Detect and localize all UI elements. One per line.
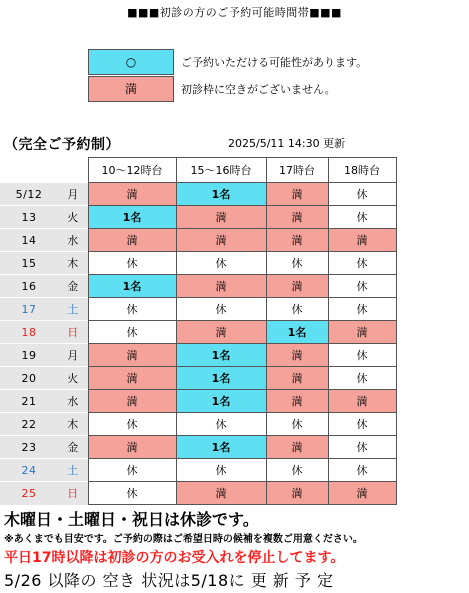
slot-cell: 満 xyxy=(266,229,328,252)
row-weekday: 土 xyxy=(58,459,88,482)
row-weekday: 金 xyxy=(58,275,88,298)
legend-available xyxy=(88,49,468,75)
warning-note: 平日17時以降は初診の方のお受入れを停止してます。 xyxy=(4,550,345,566)
slot-cell: 満 xyxy=(176,321,266,344)
slot-cell: 満 xyxy=(266,367,328,390)
slot-cell: 休 xyxy=(328,367,396,390)
slot-cell: 満 xyxy=(176,206,266,229)
row-date: 17 xyxy=(0,298,58,321)
slot-cell: 休 xyxy=(266,459,328,482)
table-row xyxy=(0,298,396,321)
page-title: ■■■初診の方のご予約可能時間帯■■■ xyxy=(127,6,342,19)
slot-cell: 1名 xyxy=(176,183,266,206)
slot-cell: 休 xyxy=(328,459,396,482)
slot-cell: 1名 xyxy=(176,344,266,367)
table-row xyxy=(0,367,396,390)
row-weekday: 月 xyxy=(58,183,88,206)
table-row xyxy=(0,482,396,505)
slot-cell: 休 xyxy=(176,459,266,482)
reservation-subtitle: （完全ご予約制） xyxy=(4,137,120,153)
slot-cell: 1名 xyxy=(176,436,266,459)
slot-cell: 休 xyxy=(328,436,396,459)
slot-cell: 休 xyxy=(328,252,396,275)
row-date: 13 xyxy=(0,206,58,229)
row-date: 22 xyxy=(0,413,58,436)
row-date: 24 xyxy=(0,459,58,482)
closed-days-note: 木曜日・土曜日・祝日は休診です。 xyxy=(4,510,259,529)
slot-cell: 満 xyxy=(266,482,328,505)
table-row xyxy=(0,413,396,436)
table-row xyxy=(0,390,396,413)
slot-cell: 満 xyxy=(88,229,176,252)
slot-cell: 満 xyxy=(328,321,396,344)
slot-cell: 満 xyxy=(88,367,176,390)
row-weekday: 日 xyxy=(58,321,88,344)
row-weekday: 金 xyxy=(58,436,88,459)
row-weekday: 火 xyxy=(58,206,88,229)
row-date: 15 xyxy=(0,252,58,275)
slot-cell: 満 xyxy=(176,275,266,298)
slot-cell: 休 xyxy=(88,321,176,344)
row-weekday: 木 xyxy=(58,252,88,275)
slot-cell: 休 xyxy=(176,413,266,436)
table-corner xyxy=(0,158,88,183)
table-row xyxy=(0,206,396,229)
row-date: 23 xyxy=(0,436,58,459)
slot-cell: 休 xyxy=(328,298,396,321)
column-header: 18時台 xyxy=(328,158,396,183)
legend-full-swatch: 満 xyxy=(88,76,174,102)
legend-available-swatch: ○ xyxy=(88,49,174,75)
row-weekday: 水 xyxy=(58,390,88,413)
slot-cell: 休 xyxy=(88,459,176,482)
table-row xyxy=(0,252,396,275)
slot-cell: 休 xyxy=(176,298,266,321)
slot-cell: 休 xyxy=(328,344,396,367)
slot-cell: 満 xyxy=(88,183,176,206)
slot-cell: 1名 xyxy=(266,321,328,344)
slot-cell: 1名 xyxy=(88,275,176,298)
slot-cell: 満 xyxy=(266,206,328,229)
row-weekday: 木 xyxy=(58,413,88,436)
slot-cell: 休 xyxy=(266,413,328,436)
table-row xyxy=(0,321,396,344)
slot-cell: 満 xyxy=(176,482,266,505)
slot-cell: 休 xyxy=(328,275,396,298)
legend-full xyxy=(88,76,468,102)
table-row xyxy=(0,344,396,367)
slot-cell: 満 xyxy=(266,390,328,413)
table-row xyxy=(0,436,396,459)
row-weekday: 火 xyxy=(58,367,88,390)
updated-timestamp: 2025/5/11 14:30 更新 xyxy=(228,137,346,150)
slot-cell: 休 xyxy=(88,482,176,505)
row-weekday: 日 xyxy=(58,482,88,505)
table-row xyxy=(0,183,396,206)
row-date: 21 xyxy=(0,390,58,413)
slot-cell: 休 xyxy=(176,252,266,275)
slot-cell: 満 xyxy=(328,229,396,252)
slot-cell: 満 xyxy=(328,390,396,413)
row-date: 25 xyxy=(0,482,58,505)
row-date: 16 xyxy=(0,275,58,298)
schedule-table xyxy=(0,157,397,505)
slot-cell: 1名 xyxy=(176,367,266,390)
legend-full-text: 初診枠に空きがございません。 xyxy=(181,83,336,96)
row-weekday: 月 xyxy=(58,344,88,367)
row-date: 19 xyxy=(0,344,58,367)
schedule-body xyxy=(0,183,396,505)
slot-cell: 休 xyxy=(328,413,396,436)
slot-cell: 休 xyxy=(328,206,396,229)
column-header: 10～12時台 xyxy=(88,158,176,183)
legend-available-text: ご予約いただける可能性があります。 xyxy=(181,56,368,69)
row-weekday: 水 xyxy=(58,229,88,252)
table-header-row xyxy=(0,158,396,183)
slot-cell: 満 xyxy=(266,183,328,206)
table-row xyxy=(0,459,396,482)
row-date: 18 xyxy=(0,321,58,344)
slot-cell: 満 xyxy=(88,436,176,459)
row-date: 14 xyxy=(0,229,58,252)
slot-cell: 満 xyxy=(88,344,176,367)
slot-cell: 満 xyxy=(266,436,328,459)
slot-cell: 休 xyxy=(88,298,176,321)
table-row xyxy=(0,229,396,252)
slot-cell: 休 xyxy=(266,298,328,321)
slot-cell: 休 xyxy=(266,252,328,275)
slot-cell: 休 xyxy=(88,252,176,275)
next-update-note: 5/26 以降の 空き 状況は5/18に 更 新 予 定 xyxy=(4,571,334,590)
column-header: 15～16時台 xyxy=(176,158,266,183)
row-weekday: 土 xyxy=(58,298,88,321)
row-date: 5/12 xyxy=(0,183,58,206)
slot-cell: 満 xyxy=(176,229,266,252)
row-date: 20 xyxy=(0,367,58,390)
column-header: 17時台 xyxy=(266,158,328,183)
slot-cell: 1名 xyxy=(176,390,266,413)
slot-cell: 満 xyxy=(328,482,396,505)
disclaimer-note: ※あくまでも目安です。ご予約の際はご希望日時の候補を複数ご用意ください。 xyxy=(4,534,363,545)
slot-cell: 満 xyxy=(266,275,328,298)
slot-cell: 1名 xyxy=(88,206,176,229)
slot-cell: 満 xyxy=(266,344,328,367)
slot-cell: 休 xyxy=(328,183,396,206)
slot-cell: 休 xyxy=(88,413,176,436)
slot-cell: 満 xyxy=(88,390,176,413)
table-row xyxy=(0,275,396,298)
